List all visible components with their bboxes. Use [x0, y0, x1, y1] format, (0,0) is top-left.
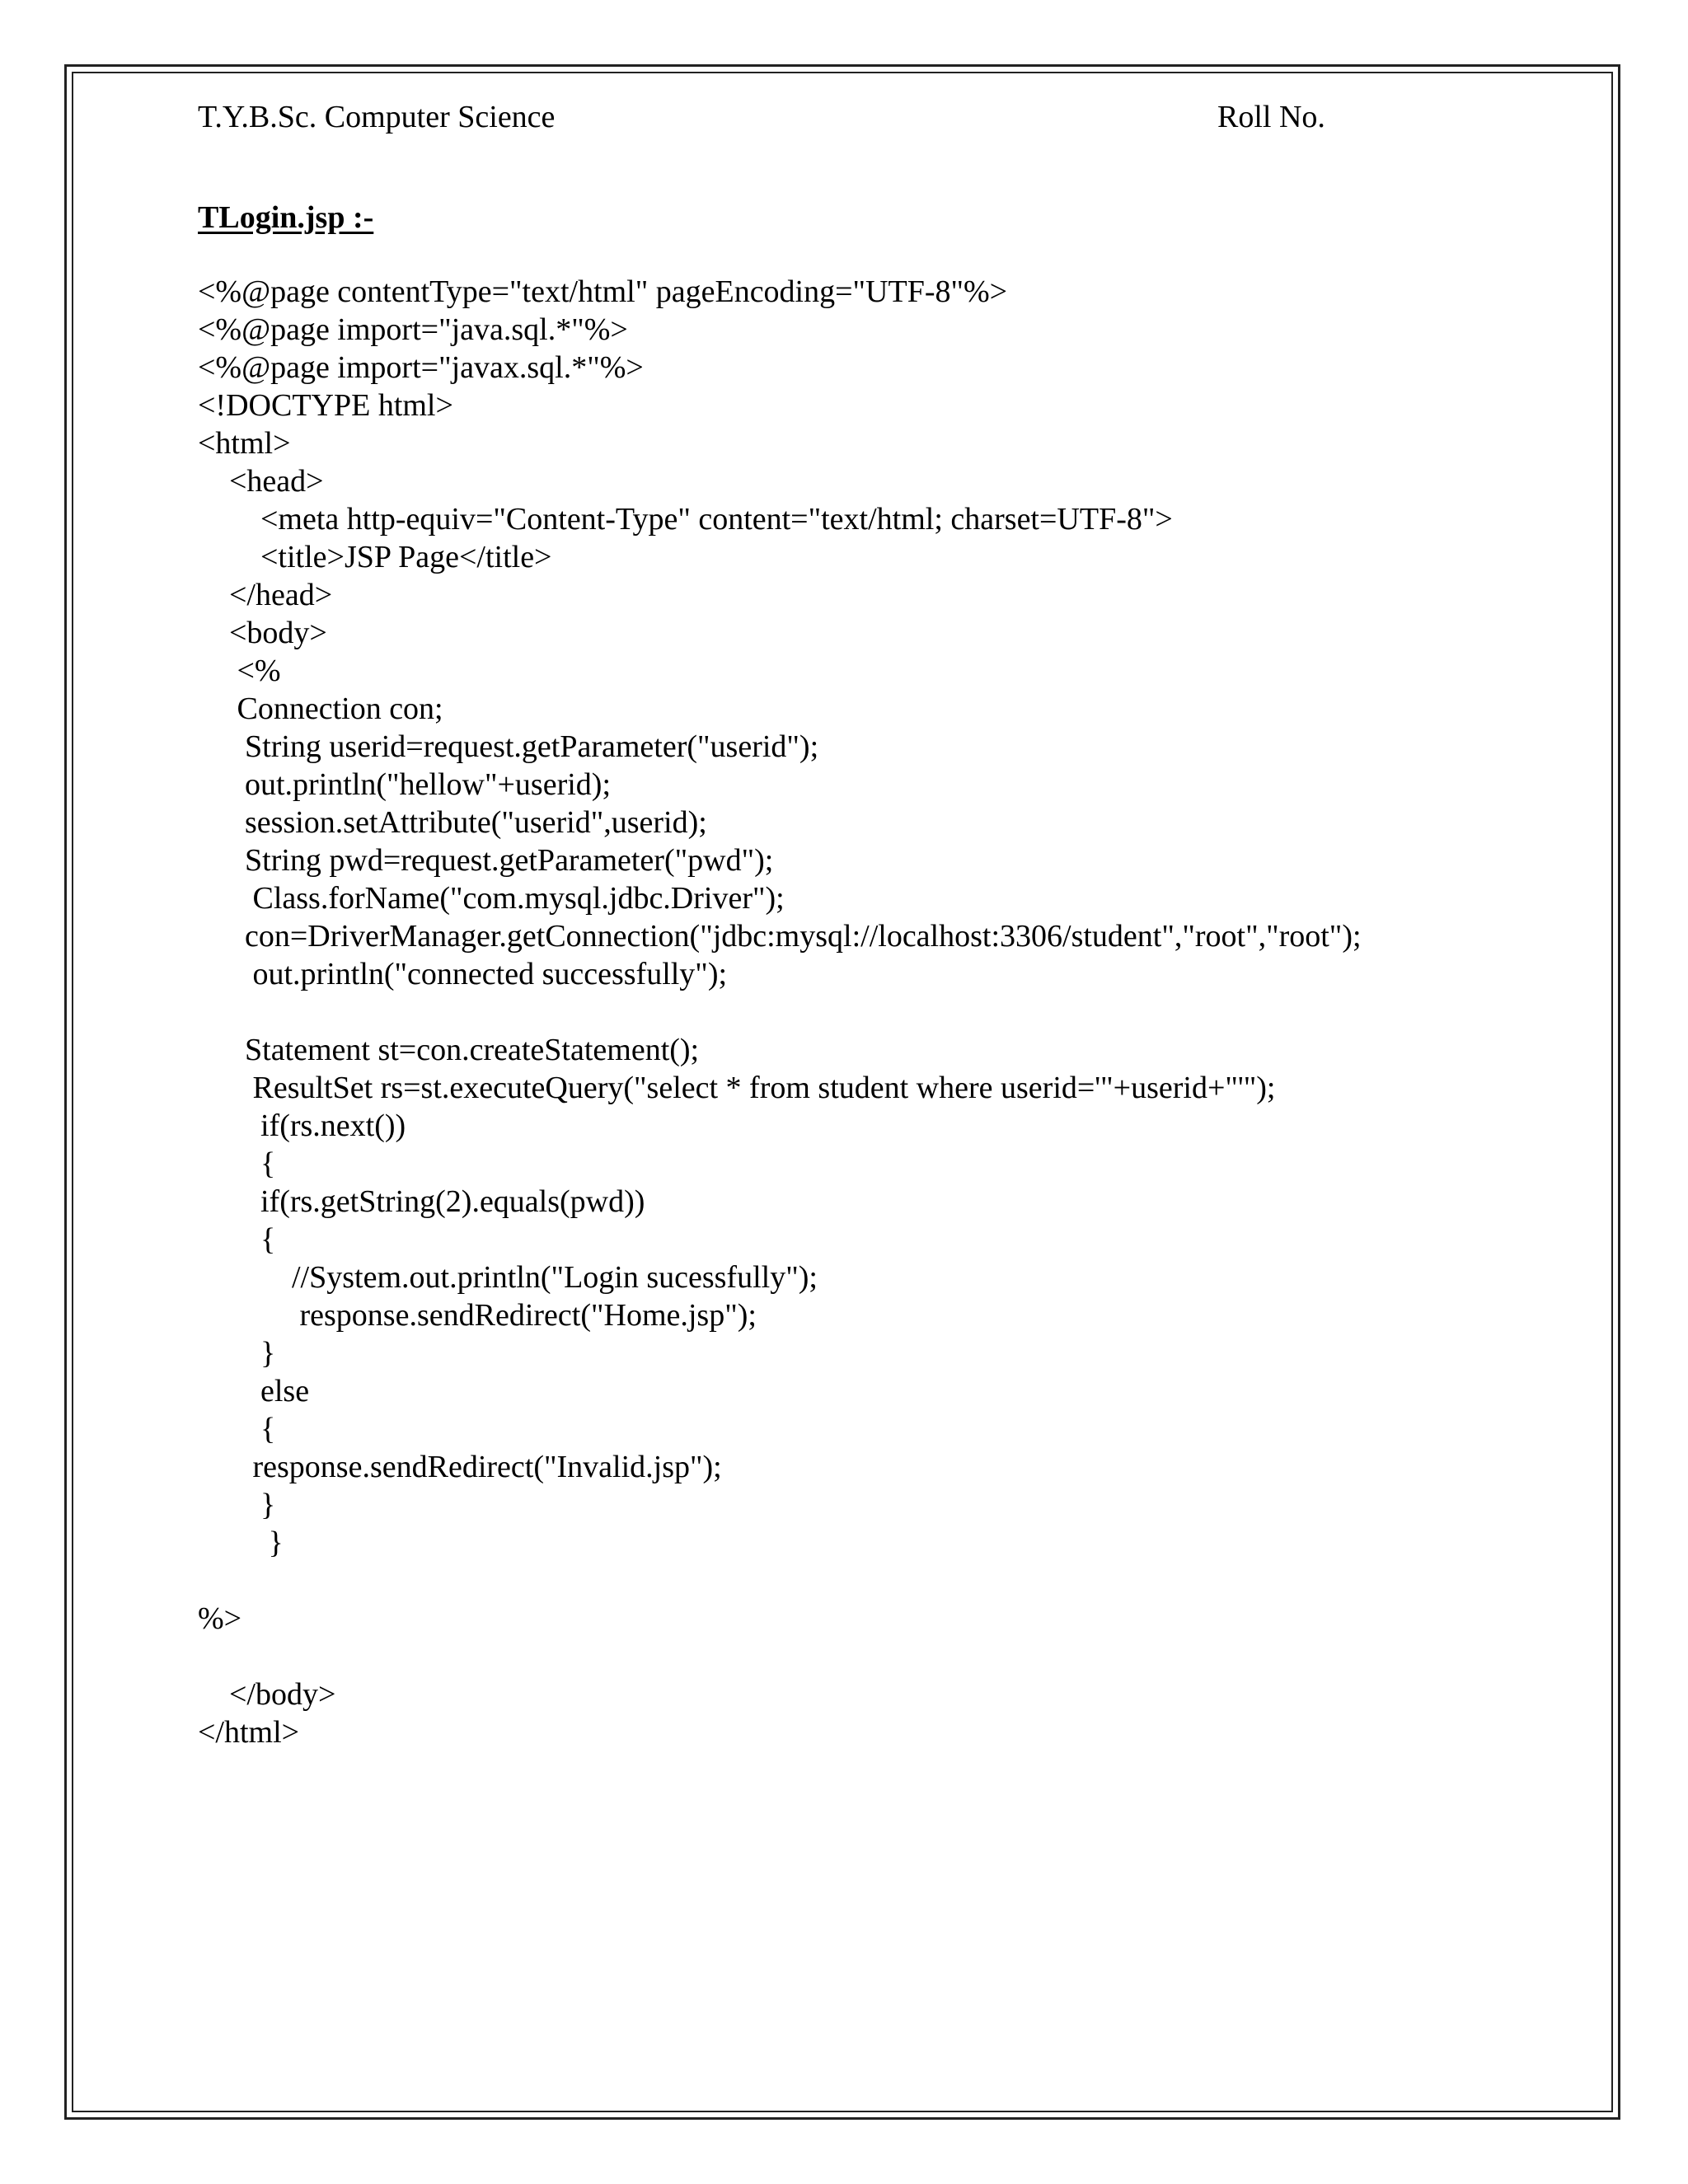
code-line: <%@page contentType="text/html" pageEncoding="UTF-8"%>: [198, 274, 1008, 309]
code-line: ResultSet rs=st.executeQuery("select * from student where userid='"+userid+"'");: [198, 1071, 1276, 1105]
code-line: {: [198, 1222, 276, 1257]
code-line: out.println("hellow"+userid);: [198, 767, 611, 802]
file-title: TLogin.jsp :-: [198, 200, 374, 235]
code-line: <html>: [198, 426, 291, 461]
code-line: response.sendRedirect("Invalid.jsp");: [198, 1450, 722, 1484]
code-line: </html>: [198, 1715, 300, 1750]
code-line: String pwd=request.getParameter("pwd");: [198, 843, 774, 878]
code-line: <%@page import="java.sql.*"%>: [198, 312, 628, 347]
code-line: out.println("connected successfully");: [198, 957, 728, 991]
code-line: <%@page import="javax.sql.*"%>: [198, 350, 644, 385]
code-line: }: [198, 1336, 276, 1371]
code-line: if(rs.getString(2).equals(pwd)): [198, 1184, 645, 1219]
code-line: con=DriverManager.getConnection("jdbc:mysql://localhost:3306/student","root","root");: [198, 919, 1362, 954]
code-line: <!DOCTYPE html>: [198, 388, 453, 423]
code-line: <title>JSP Page</title>: [198, 540, 552, 574]
code-line: <body>: [198, 616, 327, 650]
code-line: {: [198, 1412, 276, 1446]
roll-number-label: Roll No.: [1217, 100, 1325, 134]
code-line: else: [198, 1374, 310, 1408]
code-line: //System.out.println("Login sucessfully");: [198, 1260, 818, 1295]
code-line: [198, 993, 1599, 1031]
code-line: {: [198, 1146, 276, 1181]
code-line: <%: [198, 654, 281, 688]
code-line: String userid=request.getParameter("userid");: [198, 729, 819, 764]
code-line: }: [198, 1526, 284, 1560]
code-line: Statement st=con.createStatement();: [198, 1033, 700, 1067]
code-line: [198, 1562, 1599, 1600]
code-line: }: [198, 1488, 276, 1522]
code-line: %>: [198, 1601, 242, 1636]
code-line: response.sendRedirect("Home.jsp");: [198, 1298, 757, 1333]
code-line: [198, 1638, 1599, 1675]
code-line: Class.forName("com.mysql.jdbc.Driver");: [198, 881, 785, 916]
code-line: session.setAttribute("userid",userid);: [198, 805, 707, 840]
page-header: [198, 96, 1335, 138]
course-name: T.Y.B.Sc. Computer Science: [198, 100, 556, 134]
code-listing: [198, 273, 1599, 1751]
code-line: </head>: [198, 578, 333, 612]
code-line: <head>: [198, 464, 324, 499]
code-line: <meta http-equiv="Content-Type" content="text/html; charset=UTF-8">: [198, 502, 1173, 537]
code-line: Connection con;: [198, 691, 443, 726]
code-line: if(rs.next()): [198, 1108, 406, 1143]
code-line: </body>: [198, 1677, 336, 1712]
